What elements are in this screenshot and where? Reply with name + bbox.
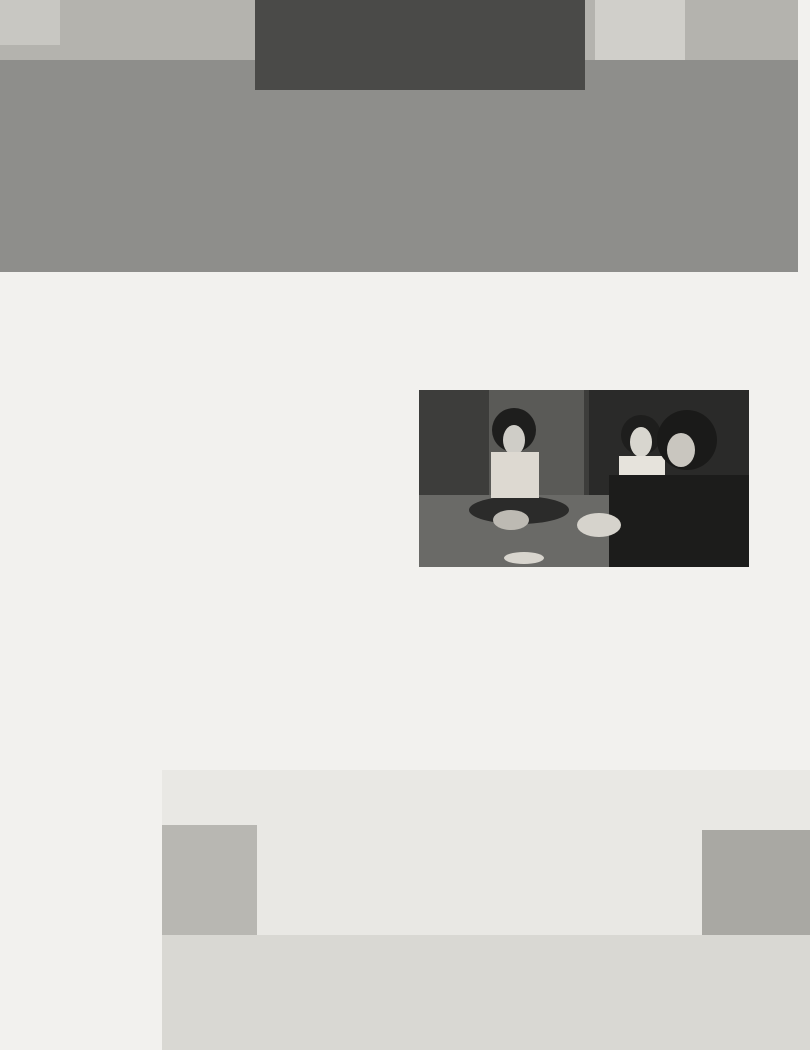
needlework-photo: [419, 390, 749, 567]
top-group-photo-image: [0, 0, 798, 272]
german-american-photo-image: [162, 770, 810, 1050]
top-group-photo: [0, 0, 798, 272]
needlework-photo-image: [419, 390, 749, 567]
german-american-photo: [162, 770, 810, 1050]
